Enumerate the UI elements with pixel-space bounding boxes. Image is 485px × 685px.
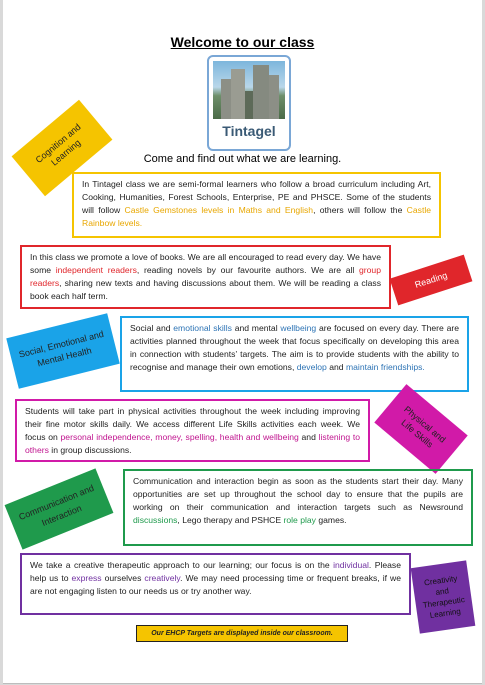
physical-highlight-2: listening to others (25, 432, 360, 455)
arch-gap (245, 91, 253, 119)
tag-social-label: Social, Emotional and Mental Health (17, 328, 105, 369)
section-physical (15, 399, 370, 462)
social-highlight-2: wellbeing (280, 323, 317, 333)
tag-cognition-label: Cognition and Learning (33, 121, 83, 168)
reading-text-1: In this class we promote a love of books. We are all encouraged to read every day. We have some (30, 252, 381, 275)
creativity-text-4: . We may need processing time or frequent breaks, if we are not engaging listen to our needs us or try another way. (30, 573, 401, 596)
class-logo (207, 55, 291, 151)
intro-text-2: , others will follow the (313, 205, 407, 215)
communication-highlight-1: discussions (133, 515, 178, 525)
intro-highlight-1: Castle Gemstones levels in Maths and English (124, 205, 314, 215)
logo-label: Tintagel (222, 123, 276, 139)
rock-right (269, 75, 279, 119)
communication-text-2: , Lego therapy and PSHCE (177, 515, 284, 525)
creativity-highlight-2: express (71, 573, 102, 583)
tag-communication-label: Communication and Interaction (17, 482, 96, 528)
tag-physical (374, 384, 467, 474)
social-highlight-3: develop (296, 362, 327, 372)
reading-highlight-2: group readers (30, 265, 381, 288)
poster-page (3, 0, 482, 684)
intro-text-1: In Tintagel class we are semi-formal learners who follow a broad curriculum including Art, Cooking, Humanities, Forest Schools, Enterprise, PE and PHSCE. Some of the students will follow (82, 179, 431, 215)
ehcp-banner: Our EHCP Targets are displayed inside our classroom. (136, 625, 348, 642)
communication-highlight-2: role play (283, 515, 316, 525)
creativity-text-1: We take a creative therapeutic approach to our learning; our focus is on the (30, 560, 334, 570)
reading-text-3: , sharing new texts and having discussions about them. We will be reading a class book each half term. (30, 278, 381, 301)
physical-text-1: Students will take part in physical activities throughout the week including improving their fine motor skills daily. We access different Life Skills activities each week. We focus on (25, 406, 360, 442)
tag-reading (390, 255, 473, 306)
tag-communication (5, 468, 114, 549)
physical-text-3: in group discussions. (48, 445, 132, 455)
communication-text-1: Communication and interaction begin as soon as the students start their day. Many opportunities are set up throughout the school day to ensure that the pupils are working on their communication and interaction targets such as Newsround (133, 476, 463, 512)
social-text-3: are focused on every day. There are activities planned throughout the week that focus specifically on developing this area in connection with students’ targets. The aim is to provide students with the ability to recognise and manage their own emotions, (130, 323, 459, 372)
intro-highlight-2: Castle Rainbow levels. (82, 205, 432, 228)
section-communication (123, 469, 473, 546)
social-text-4: and (326, 362, 346, 372)
physical-text-2: and (298, 432, 319, 442)
social-text-2: and mental (231, 323, 281, 333)
rock-center-left (231, 69, 245, 119)
tag-creativity-label: Creativity and Therapeutic Learning (422, 573, 466, 620)
castle-photo (213, 61, 285, 119)
creativity-highlight-1: individual (333, 560, 369, 570)
physical-highlight-1: personal independence, money, spelling, health and wellbeing (60, 432, 299, 442)
tag-reading-label: Reading (413, 270, 449, 290)
social-text-1: Social and (130, 323, 174, 333)
section-reading (20, 245, 391, 309)
communication-text-3: games. (315, 515, 347, 525)
page-subtitle: Come and find out what we are learning. (143, 153, 342, 165)
tag-physical-label: Physical and Life Skills (399, 404, 448, 450)
creativity-highlight-3: creatively (144, 573, 181, 583)
section-intro (72, 172, 441, 238)
creativity-text-3: ourselves (101, 573, 145, 583)
reading-text-2: , reading novels by our favourite authors. We are all (136, 265, 360, 275)
rock-center-right (253, 65, 269, 119)
tag-creativity (411, 560, 476, 633)
social-highlight-4: maintain friendships. (345, 362, 425, 372)
reading-highlight-1: independent readers (55, 265, 137, 275)
page-title: Welcome to our class (170, 34, 315, 50)
rock-left (221, 79, 231, 119)
section-creativity (20, 553, 411, 615)
social-highlight-1: emotional skills (173, 323, 232, 333)
section-social (120, 316, 469, 392)
tag-social (6, 313, 119, 389)
creativity-text-2: . Please help us to (30, 560, 401, 583)
